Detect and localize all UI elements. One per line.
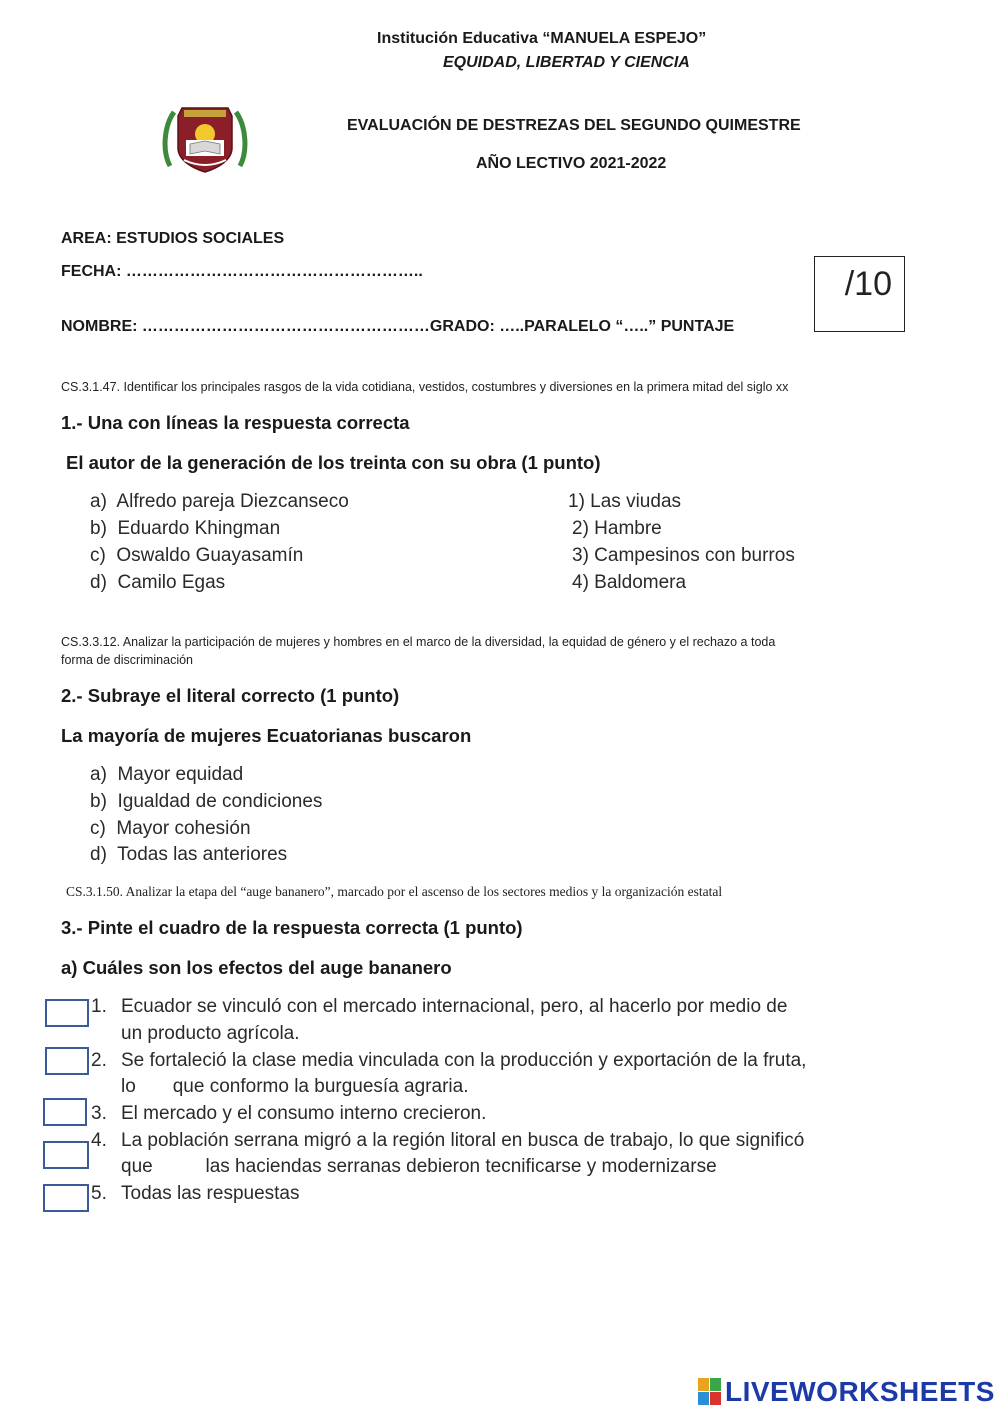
date-field[interactable]: FECHA: ……………………………………………….. [61,263,423,280]
option-marker: d) [90,844,107,865]
match-right-1[interactable]: 1) Las viudas [568,491,682,512]
option-text: Alfredo pareja Diezcanseco [116,491,349,512]
question-2-title: 2.- Subraye el literal correcto (1 punto) [61,685,400,706]
question-3-prompt: a) Cuáles son los efectos del auge bananero [61,957,452,978]
match-left-d[interactable] [90,572,225,594]
option-marker: b) [90,791,107,812]
question-3-title: 3.- Pinte el cuadro de la respuesta correcta (1 punto) [61,917,523,938]
question-2-prompt: La mayoría de mujeres Ecuatorianas buscaron [61,725,472,746]
choice-c[interactable] [90,818,251,840]
exam-title: EVALUACIÓN DE DESTREZAS DEL SEGUNDO QUIMESTRE [347,117,801,134]
skill-code-2-line2: forma de discriminación [61,653,193,667]
score-value: /10 [844,265,892,303]
answer-checkbox-4[interactable] [43,1141,89,1169]
skill-code-3: CS.3.1.50. Analizar la etapa del “auge bananero”, marcado por el ascenso de los sectores medios y la organización estatal [66,884,723,899]
option-text: Eduardo Khingman [117,518,281,539]
score-box[interactable] [814,256,905,332]
answer-text-3-line1: El mercado y el consumo interno crecieron. [121,1103,487,1124]
option-text: Camilo Egas [117,572,226,593]
answer-checkbox-2[interactable] [45,1047,89,1075]
option-marker: a) [90,764,107,785]
institution-name: Institución Educativa “MANUELA ESPEJO” [377,30,707,47]
answer-text-1-line2: un producto agrícola. [121,1023,300,1044]
option-marker: c) [90,545,106,566]
liveworksheets-brand: LIVEWORKSHEETS [725,1376,995,1407]
liveworksheets-watermark[interactable] [697,1374,995,1410]
option-marker: b) [90,518,107,539]
area-label: AREA: ESTUDIOS SOCIALES [61,230,285,247]
answer-text-1-line1: Ecuador se vinculó con el mercado internacional, pero, al hacerlo por medio de [121,996,788,1017]
school-year: AÑO LECTIVO 2021-2022 [476,155,667,172]
answer-checkbox-1[interactable] [45,999,89,1027]
name-grade-line[interactable]: NOMBRE: ………………………………………………GRADO: …..PARALELO “…..” PUNTAJE [61,318,735,335]
answer-text-2-line2: lo que conformo la burguesía agraria. [121,1076,469,1097]
option-text: Igualdad de condiciones [117,791,323,812]
choice-b[interactable] [90,791,322,813]
option-marker: c) [90,818,106,839]
option-text: Mayor equidad [117,764,244,785]
question-1-title: 1.- Una con líneas la respuesta correcta [61,412,410,433]
match-left-b[interactable] [90,518,280,540]
option-text: Todas las anteriores [117,844,288,865]
match-right-3[interactable]: 3) Campesinos con burros [572,545,795,566]
match-left-c[interactable] [90,545,303,567]
match-right-4[interactable]: 4) Baldomera [572,572,687,593]
answer-marker-5: 5. [91,1183,107,1204]
liveworksheets-logo-icon [697,1377,723,1407]
option-text: Oswaldo Guayasamín [116,545,304,566]
choice-a[interactable] [90,764,243,786]
answer-text-4-line2: que las haciendas serranas debieron tecnificarse y modernizarse [121,1156,717,1177]
match-right-2[interactable]: 2) Hambre [572,518,662,539]
question-1-prompt: El autor de la generación de los treinta con su obra (1 punto) [66,452,601,473]
answer-marker-1: 1. [91,996,107,1017]
match-left-a[interactable] [90,491,349,513]
skill-code-2-line1: CS.3.3.12. Analizar la participación de mujeres y hombres en el marco de la diversidad, la equidad de género y el rechazo a toda [61,635,776,649]
option-marker: a) [90,491,107,512]
answer-text-5-line1: Todas las respuestas [121,1183,300,1204]
school-seal-logo [160,96,250,176]
answer-checkbox-5[interactable] [43,1184,89,1212]
answer-text-2-line1: Se fortaleció la clase media vinculada con la producción y exportación de la fruta, [121,1050,807,1071]
answer-checkbox-3[interactable] [43,1098,87,1126]
answer-marker-3: 3. [91,1103,107,1124]
skill-code-1: CS.3.1.47. Identificar los principales rasgos de la vida cotidiana, vestidos, costumbres y diversiones en la primera mitad del siglo xx [61,380,789,394]
option-text: Mayor cohesión [116,818,251,839]
answer-marker-4: 4. [91,1130,107,1151]
institution-motto: EQUIDAD, LIBERTAD Y CIENCIA [443,54,690,71]
answer-marker-2: 2. [91,1050,107,1071]
option-marker: d) [90,572,107,593]
choice-d[interactable] [90,844,287,866]
answer-text-4-line1: La población serrana migró a la región litoral en busca de trabajo, lo que significó [121,1130,805,1151]
